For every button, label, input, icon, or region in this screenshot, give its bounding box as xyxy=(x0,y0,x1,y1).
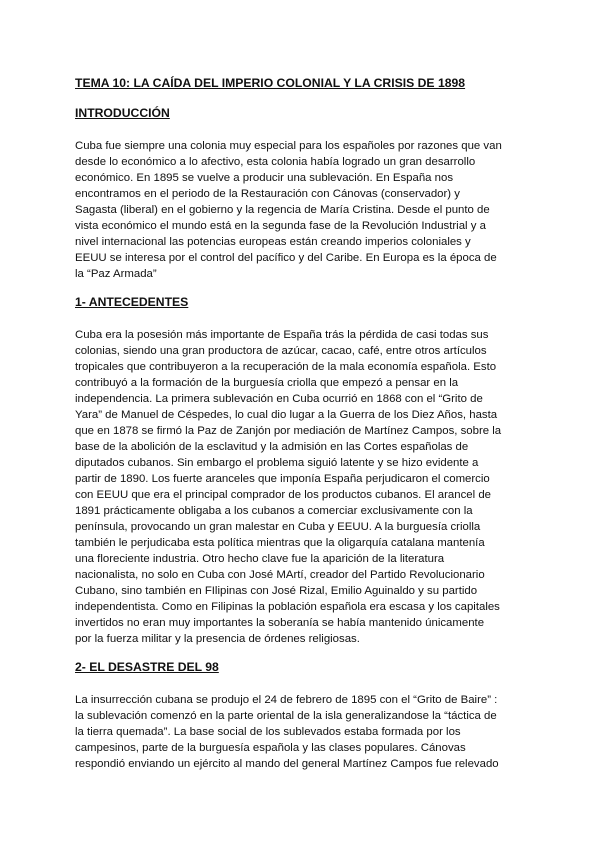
text-line: Yara” de Manuel de Céspedes, lo cual dio lugar a la Guerra de los Diez Años, hasta xyxy=(75,409,498,421)
text-line: 1891 prácticamente obligaba a los cubanos a comerciar exclusivamente con la xyxy=(75,505,473,517)
text-line: diputados cubanos. Sin embargo el problema siguió latente y se hizo evidente a xyxy=(75,457,479,469)
text-line: colonias, siendo una gran productora de azúcar, cacao, café, entre otros artículos xyxy=(75,345,487,357)
text-line: con EEUU que era el principal comprador de los productos cubanos. El arancel de xyxy=(75,489,491,501)
paragraph-antecedentes xyxy=(75,327,535,647)
text-line: la tierra quemada”. La base social de los sublevados estaba formada por los xyxy=(75,726,461,738)
text-line: la “Paz Armada” xyxy=(75,268,157,280)
text-line: EEUU se interesa por el control del pacífico y del Caribe. En Europa es la época de xyxy=(75,252,497,264)
text-line: Cuba fue siempre una colonia muy especial para los españoles por razones que van xyxy=(75,140,502,152)
text-line: encontramos en el periodo de la Restauración con Cánovas (conservador) y xyxy=(75,188,460,200)
paragraph-desastre xyxy=(75,692,535,772)
document-title: TEMA 10: LA CAÍDA DEL IMPERIO COLONIAL Y LA CRISIS DE 1898 xyxy=(75,76,466,90)
text-line: independencia. La primera sublevación en Cuba ocurrió en 1868 con el “Grito de xyxy=(75,393,483,405)
text-line: La insurrección cubana se produjo el 24 de febrero de 1895 con el “Grito de Baire” : xyxy=(75,694,498,706)
text-line: respondió enviando un ejército al mando del general Martínez Campos fue relevado xyxy=(75,758,499,770)
section-heading-introduccion: INTRODUCCIÓN xyxy=(75,106,170,120)
paragraph-introduccion xyxy=(75,138,535,282)
text-line: desde lo económico a lo afectivo, esta colonia había logrado un gran desarrollo xyxy=(75,156,476,168)
text-line: Cuba era la posesión más importante de España trás la pérdida de casi todas sus xyxy=(75,329,489,341)
text-line: nacionalista, no solo en Cuba con José MArtí, creador del Partido Revolucionario xyxy=(75,569,485,581)
text-line: por la fuerza militar y la presencia de órdenes religiosas. xyxy=(75,633,360,645)
text-line: vista económico el mundo está en la segunda fase de la Revolución Industrial y a xyxy=(75,220,486,232)
text-line: Sagasta (liberal) en el gobierno y la regencia de María Cristina. Desde el punto de xyxy=(75,204,490,216)
text-line: nivel internacional las potencias europeas están creando imperios coloniales y xyxy=(75,236,471,248)
text-line: una floreciente industria. Otro hecho clave fue la aparición de la literatura xyxy=(75,553,445,565)
section-heading-desastre: 2- EL DESASTRE DEL 98 xyxy=(75,660,219,674)
section-heading-antecedentes: 1- ANTECEDENTES xyxy=(75,295,189,309)
text-line: Cubano, sino también en FIlipinas con José Rizal, Emilio Aguinaldo y su partido xyxy=(75,585,478,597)
text-line: también le perjudicaba esta política mientras que la oligarquía catalana mantenía xyxy=(75,537,485,549)
text-line: tropicales que contribuyeron a la recuperación de la mala economía española. Esto xyxy=(75,361,497,373)
text-line: invertidos no eran muy importantes la soberanía se había mantenido únicamente xyxy=(75,617,485,629)
text-line: península, provocando un gran malestar en Cuba y EEUU. A la burguesía criolla xyxy=(75,521,481,533)
text-line: partir de 1890. Los fuerte aranceles que imponía España perjudicaron el comercio xyxy=(75,473,490,485)
text-line: campesinos, parte de la burguesía española y las clases populares. Cánovas xyxy=(75,742,466,754)
text-line: la sublevación comenzó en la parte oriental de la isla generalizandose la “táctica de xyxy=(75,710,497,722)
text-line: que en 1878 se firmó la Paz de Zanjón por mediación de Martínez Campos, sobre la xyxy=(75,425,502,437)
text-line: económico. En 1895 se vuelve a producir una sublevación. En España nos xyxy=(75,172,454,184)
text-line: independentista. Como en Filipinas la población española era escasa y los capitales xyxy=(75,601,500,613)
text-line: base de la abolición de la esclavitud y la admisión en las Cortes españolas de xyxy=(75,441,469,453)
text-line: contribuyó a la formación de la burguesía criolla que empezó a pensar en la xyxy=(75,377,459,389)
